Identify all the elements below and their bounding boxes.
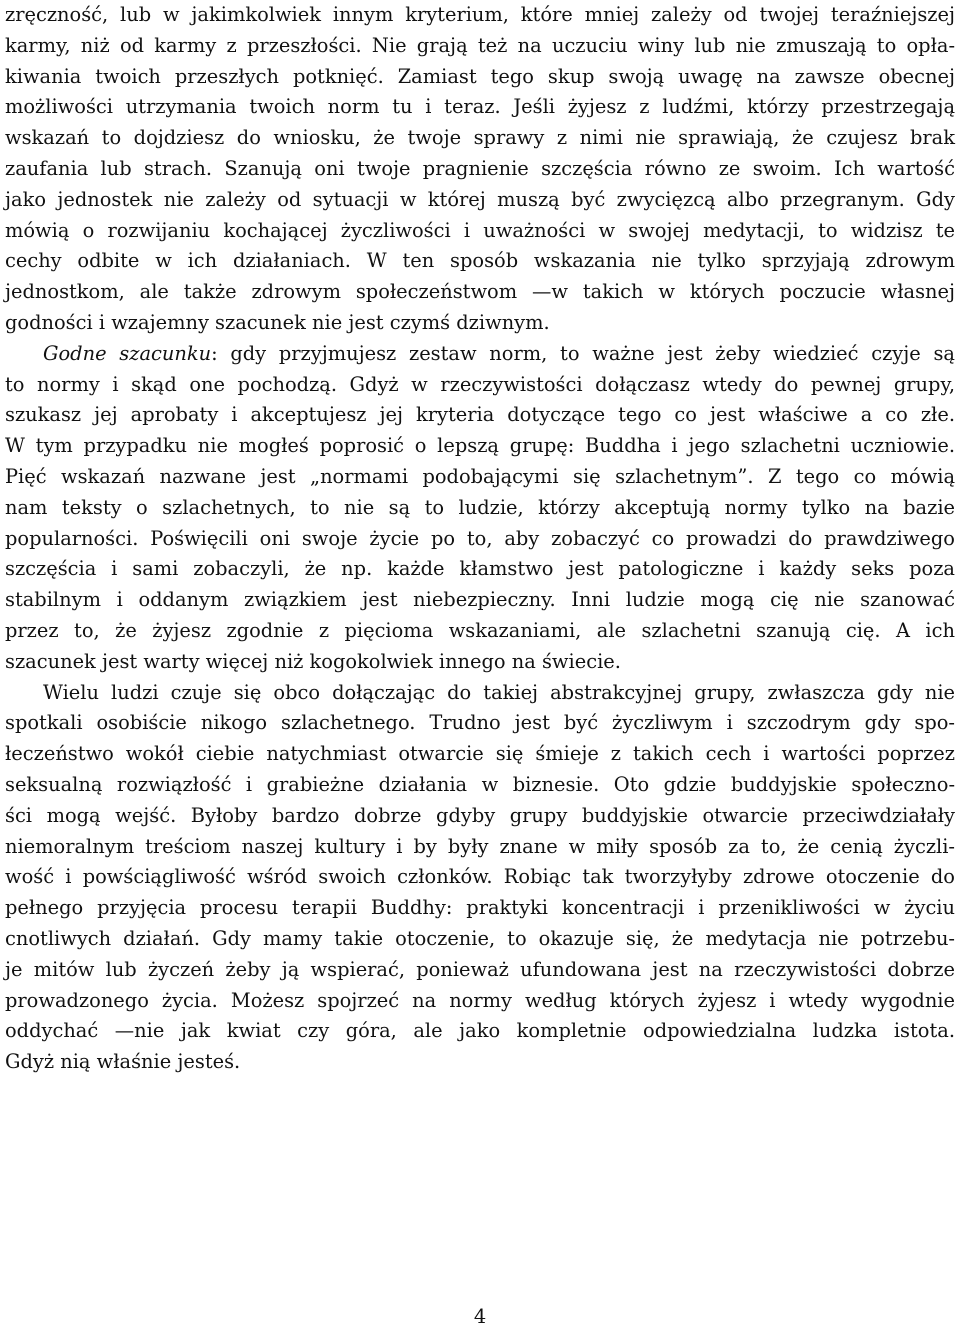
text-line: niemoralnym treściom naszej kultury i by były znane w miły sposób za to, że cenią życzli- (5, 834, 955, 858)
text-line: je mitów lub życzeń żeby ją wspierać, ponieważ ufundowana jest na rzeczywistości dobrze (5, 957, 955, 981)
text-line: to normy i skąd one pochodzą. Gdyż w rzeczywistości dołączasz wtedy do pewnej grupy, (5, 372, 955, 396)
text-line: Pięć wskazań nazwane jest „normami podobającymi się szlachetnym”. Z tego co mówią (5, 464, 955, 488)
text-line: szacunek jest warty więcej niż kogokolwiek innego na świecie. (5, 649, 621, 673)
text-line: nam teksty o szlachetnych, to nie są to ludzie, którzy akceptują normy tylko na bazie (5, 495, 955, 519)
text-line: godności i wzajemny szacunek nie jest czymś dziwnym. (5, 310, 550, 334)
emphasis-term: Godne szacunku (43, 341, 212, 365)
paragraph-2 (5, 339, 955, 678)
page-number: 4 (473, 1305, 487, 1328)
document-body (5, 0, 955, 1078)
text-line: wość i powściągliwość wśród swoich członków. Robiąc tak tworzyłyby zdrowe otoczenie do (5, 865, 955, 889)
text-line: pełnego przyjęcia procesu terapii Buddhy: praktyki koncentracji i przenikliwości w życiu (5, 896, 955, 920)
paragraph-1 (5, 0, 955, 339)
text-line: przez to, że żyjesz zgodnie z pięcioma wskazaniami, ale szlachetni szanują cię. A ich (5, 618, 955, 642)
text-line: szukasz jej aprobaty i akceptujesz jej kryteria dotyczące tego co jest właściwe a co złe. (5, 403, 955, 427)
text-line: kiwania twoich przeszłych potknięć. Zamiast tego skup swoją uwagę na zawsze obecnej (5, 64, 955, 88)
text-line: możliwości utrzymania twoich norm tu i teraz. Jeśli żyjesz z ludźmi, którzy przestrzegają (5, 95, 955, 119)
text-line: seksualną rozwiązłość i grabieżne działania w biznesie. Oto gdzie buddyjskie społeczno- (5, 772, 955, 796)
text-line: ści mogą wejść. Byłoby bardzo dobrze gdyby grupy buddyjskie otwarcie przeciwdziałały (5, 803, 955, 827)
text-line: zręczność, lub w jakimkolwiek innym kryterium, które mniej zależy od twojej teraźniejszej (5, 3, 955, 26)
text-line: karmy, niż od karmy z przeszłości. Nie grają też na uczuciu winy lub nie zmuszają to opła- (5, 33, 955, 57)
text-line: spotkali osobiście nikogo szlachetnego. Trudno jest być życzliwym i szczodrym gdy spo- (5, 711, 955, 735)
text-line: jako jednostek nie zależy od sytuacji w której muszą być zwycięzcą albo przegranym. Gdy (5, 187, 955, 211)
text-line: Gdyż nią właśnie jesteś. (5, 1050, 241, 1074)
text-line: cechy odbite w ich działaniach. W ten sposób wskazania nie tylko sprzyjają zdrowym (5, 249, 955, 273)
text-line: mówią o rozwijaniu kochającej życzliwości i uważności w swojej medytacji, to widzisz te (5, 218, 955, 242)
text-line: W tym przypadku nie mogłeś poprosić o lepszą grupę: Buddha i jego szlachetni uczniowie. (5, 434, 955, 458)
text-line (5, 339, 955, 370)
text-line: zaufania lub strach. Szanują oni twoje pragnienie szczęścia równo ze swoim. Ich wartość (5, 156, 955, 180)
text-line: szczęścia i sami zobaczyli, że np. każde kłamstwo jest patologiczne i każdy seks poza (5, 557, 955, 581)
text-line: łeczeństwo wokół ciebie natychmiast otwarcie się śmieje z takich cech i wartości poprzez (5, 742, 955, 766)
text-line: wskazań to dojdziesz do wniosku, że twoje sprawy z nimi nie sprawiają, że czujesz brak (5, 126, 955, 150)
text-line: jednostkom, ale także zdrowym społeczeństwom —w takich w których poczucie własnej (5, 280, 955, 304)
text-line: oddychać —nie jak kwiat czy góra, ale jako kompletnie odpowiedzialna ludzka istota. (5, 1019, 955, 1043)
text-line: popularności. Poświęcili oni swoje życie po to, aby zobaczyć co prowadzi do prawdziwego (5, 526, 955, 550)
text-line: cnotliwych działań. Gdy mamy takie otoczenie, to okazuje się, że medytacja nie potrzebu- (5, 926, 955, 950)
text-line: stabilnym i oddanym związkiem jest niebezpieczny. Inni ludzie mogą cię nie szanować (5, 588, 955, 612)
text-fragment: : gdy przyjmujesz zestaw norm, to ważne jest żeby wiedzieć czyje są (211, 341, 955, 365)
text-line: Wielu ludzi czuje się obco dołączając do takiej abstrakcyjnej grupy, zwłaszcza gdy nie (43, 680, 955, 704)
paragraph-3 (5, 678, 955, 1078)
text-line: prowadzonego życia. Możesz spojrzeć na normy według których żyjesz i wtedy wygodnie (5, 988, 955, 1012)
